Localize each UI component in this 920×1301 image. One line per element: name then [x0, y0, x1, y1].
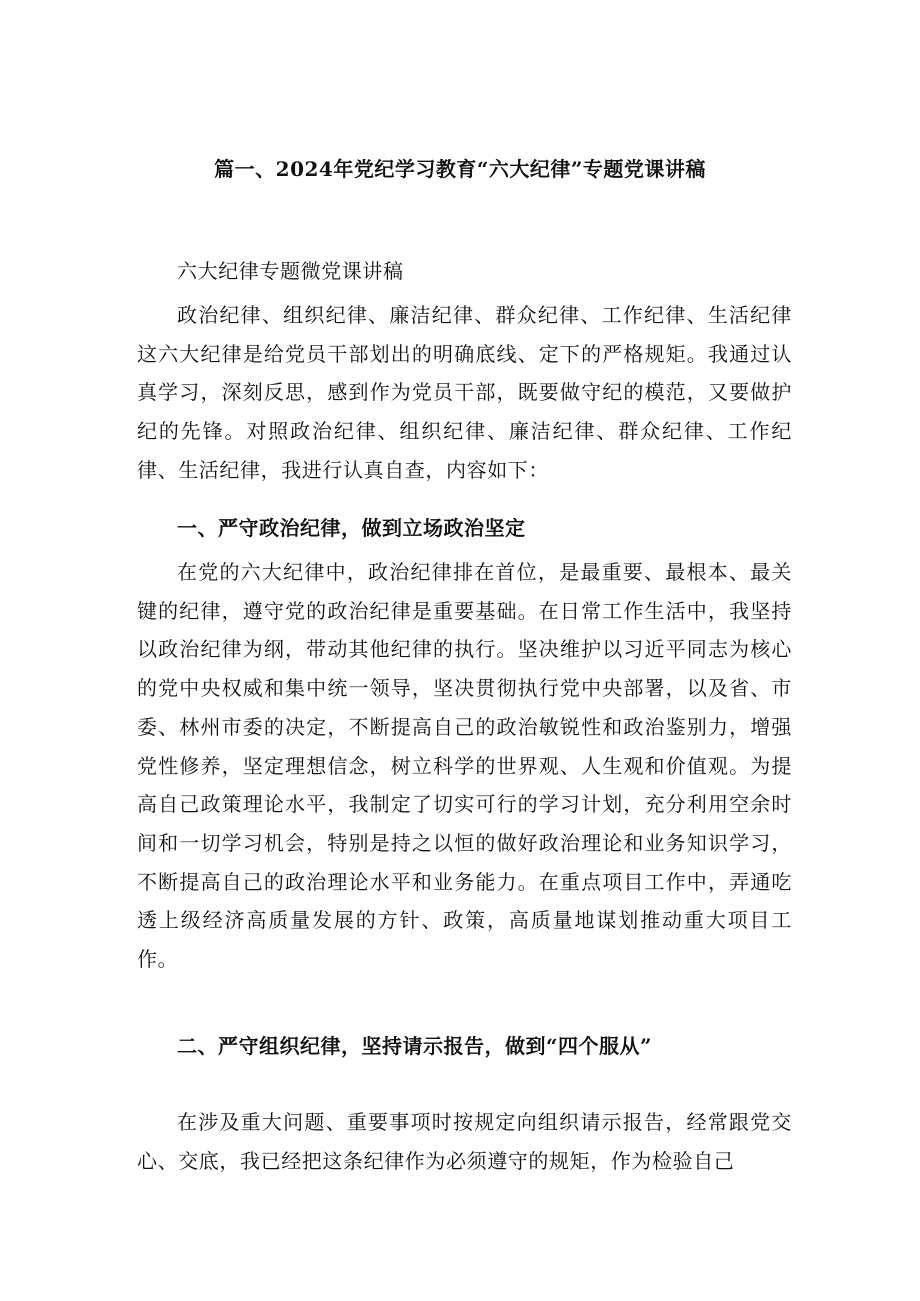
- section-heading-2: 二、严守组织纪律，坚持请示报告，做到“四个服从”: [177, 1034, 653, 1058]
- document-subtitle: [137, 252, 792, 291]
- section-1-paragraph-text: 在党的六大纪律中，政治纪律排在首位，是最重要、最根本、最关键的纪律，遵守党的政治纪律是重要基础。在日常工作生活中，我坚持以政治纪律为纲，带动其他纪律的执行。坚决维护以习近平同志为核心的党中央权威和集中统一领导，坚决贯彻执行党中央部署，以及省、市委、林州市委的决定，不断提高自己的政治敏锐性和政治鉴别力，增强党性修养，坚定理想信念，树立科学的世界观、人生观和价值观。为提高自己政策理论水平，我制定了切实可行的学习计划，充分利用空余时间和一切学习机会，特别是持之以恒的做好政治理论和业务知识学习，不断提高自己的政治理论水平和业务能力。在重点项目工作中，弄通吃透上级经济高质量发展的方针、政策，高质量地谋划推动重大项目工作。: [137, 560, 792, 972]
- section-2-paragraph-text: 在涉及重大问题、重要事项时按规定向组织请示报告，经常跟党交心、交底，我已经把这条纪律作为必须遵守的规矩，作为检验自己: [137, 1110, 792, 1173]
- intro-paragraph-text: 政治纪律、组织纪律、廉洁纪律、群众纪律、工作纪律、生活纪律这六大纪律是给党员干部划出的明确底线、定下的严格规矩。我通过认真学习，深刻反思，感到作为党员干部，既要做守纪的模范，又要做护纪的先锋。对照政治纪律、组织纪律、廉洁纪律、群众纪律、工作纪律、生活纪律，我进行认真自查，内容如下：: [137, 303, 792, 482]
- intro-paragraph: [137, 296, 792, 490]
- subtitle-text: 六大纪律专题微党课讲稿: [177, 259, 404, 283]
- section-1-paragraph: [137, 553, 792, 979]
- document-title: 篇一、2024年党纪学习教育“六大纪律”专题党课讲稿: [214, 157, 706, 181]
- section-2-paragraph: [137, 1103, 792, 1180]
- section-heading-1: 一、严守政治纪律，做到立场政治坚定: [177, 516, 526, 540]
